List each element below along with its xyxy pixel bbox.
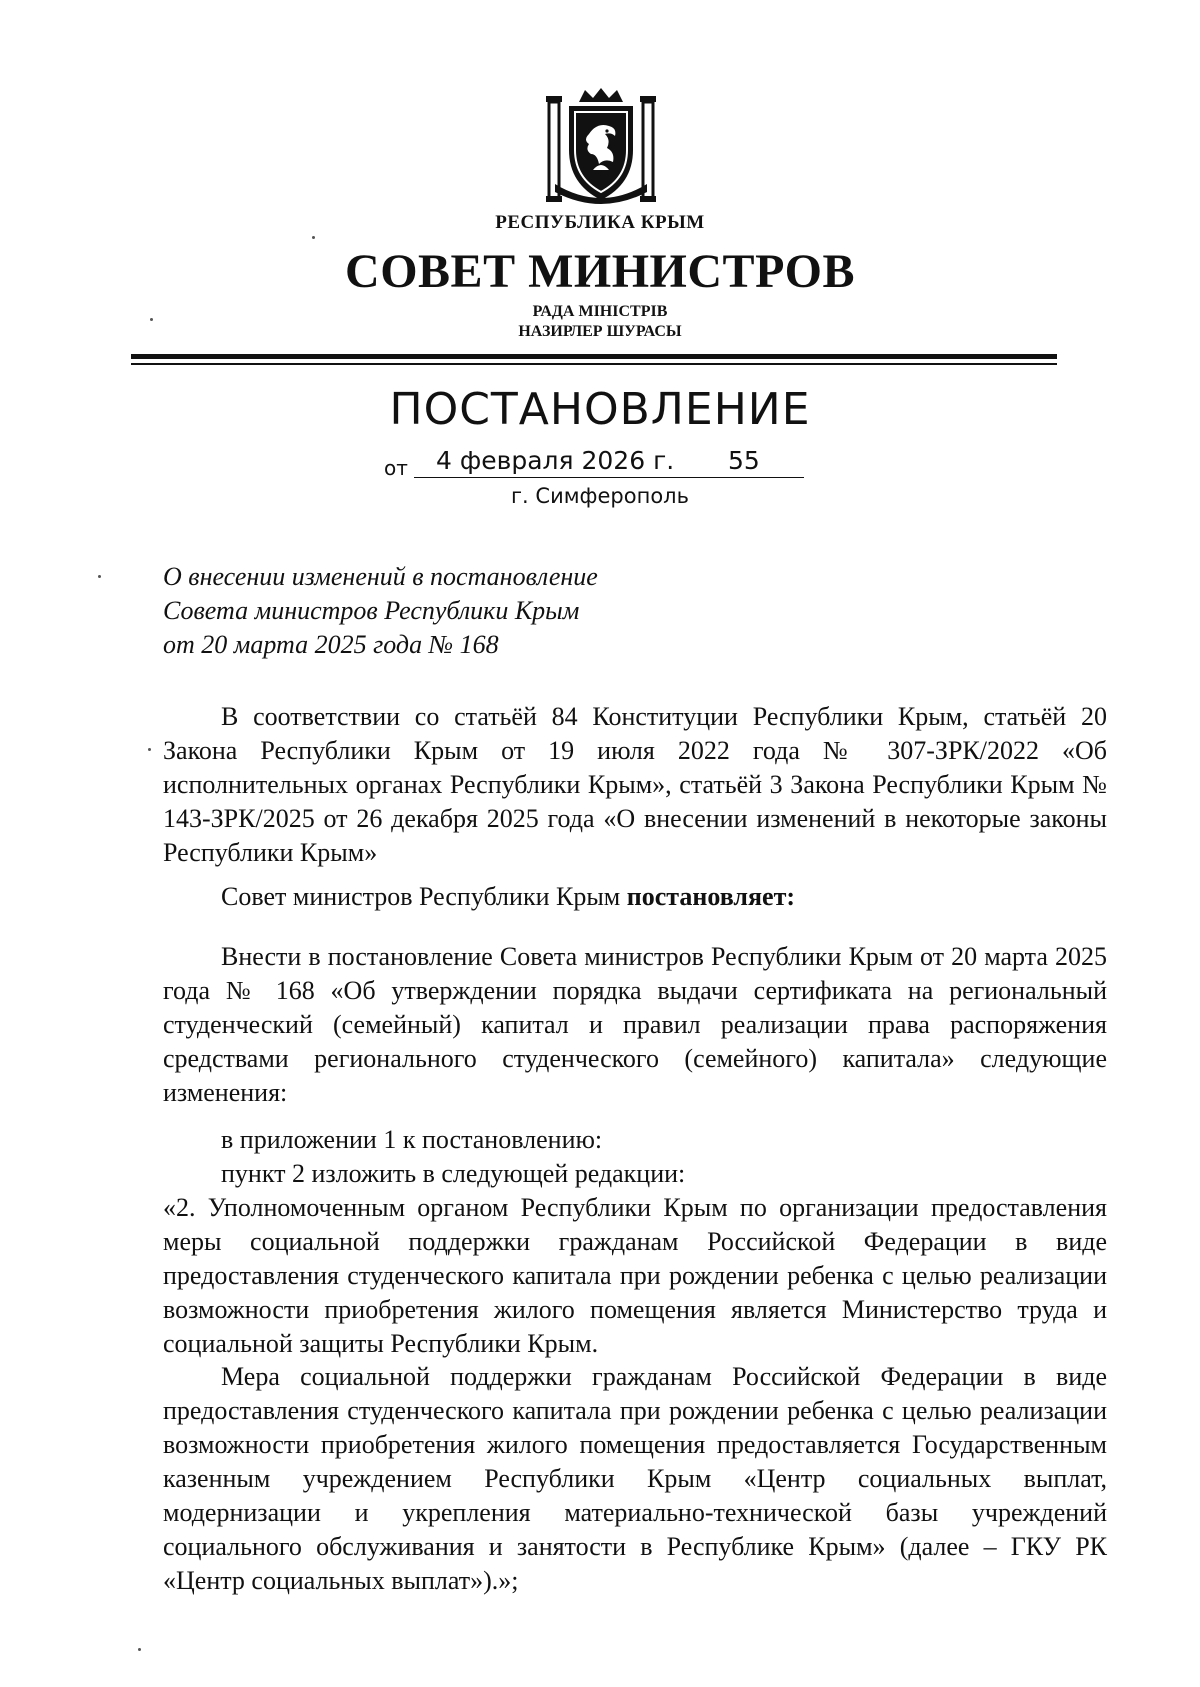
paragraph-text: в приложении 1 к постановлению: xyxy=(221,1125,603,1154)
date-prefix: от xyxy=(384,456,408,480)
document-type: ПОСТАНОВЛЕНИЕ xyxy=(389,384,811,435)
header-divider-thick xyxy=(131,354,1057,359)
subject-line: О внесении изменений в постановление xyxy=(163,562,598,591)
paragraph-text-plain: Совет министров Республики Крым xyxy=(221,882,627,911)
subject-line: от 20 марта 2025 года № 168 xyxy=(163,630,499,659)
clause-paragraph xyxy=(163,1157,1107,1191)
amendment-paragraph xyxy=(163,940,1107,1110)
appendix-paragraph xyxy=(163,1123,1107,1157)
date-number-line xyxy=(384,446,804,480)
scan-speck xyxy=(98,575,101,578)
document-city: г. Симферополь xyxy=(511,484,689,508)
council-name-ukrainian: РАДА МІНІСТРІВ xyxy=(532,303,668,320)
council-name: СОВЕТ МИНИСТРОВ xyxy=(345,245,855,298)
date-underline xyxy=(414,477,804,478)
scan-speck xyxy=(138,1648,141,1651)
scan-speck xyxy=(150,318,153,321)
clause-two-paragraph xyxy=(163,1191,1107,1361)
paragraph-text xyxy=(163,880,1107,914)
resolves-paragraph xyxy=(163,880,1107,914)
header-divider-thin xyxy=(131,363,1057,365)
paragraph-text-bold: постановляет: xyxy=(626,882,796,911)
paragraph-text: «2. Уполномоченным органом Республики Крым по организации предоставления меры социальной поддержки гражданам Российской Федерации в виде предоставления студенческого капитала при рождении ребенка с целью реализации возможности приобретения жилого помещения является Министерство труда и социальной защиты Республики Крым. xyxy=(163,1193,1107,1358)
paragraph-text: Внести в постановление Совета министров Республики Крым от 20 марта 2025 года № 168 «Об утверждении порядка выдачи сертификата на региональный студенческий (семейный) капитал и правил реализации права распоряжения средствами регионального студенческого (семейного) капитала» следующие изменения: xyxy=(163,942,1107,1107)
preamble-paragraph xyxy=(163,700,1107,870)
paragraph-text: Мера социальной поддержки гражданам Российской Федерации в виде предоставления студенческого капитала при рождении ребенка с целью реализации возможности приобретения жилого помещения предоставляется Государственным казенным учреждением Республики Крым «Центр социальных выплат, модернизации и укрепления материально-технической базы учреждений социального обслуживания и занятости в Республике Крым» (далее – ГКУ РК «Центр социальных выплат»).»; xyxy=(163,1362,1107,1595)
subject-line: Совета министров Республики Крым xyxy=(163,596,580,625)
document-subject xyxy=(163,560,598,662)
scan-speck xyxy=(148,748,151,751)
document-date: 4 февраля 2026 г. xyxy=(436,446,675,475)
paragraph-text: пункт 2 изложить в следующей редакции: xyxy=(221,1159,686,1188)
council-name-crimean-tatar: НАЗИРЛЕР ШУРАСЫ xyxy=(518,323,682,340)
paragraph-text: В соответствии со статьёй 84 Конституции Республики Крым, статьёй 20 Закона Республики Крым от 19 июля 2022 года № 307-ЗРК/2022 «Об исполнительных органах Республики Крым», статьёй 3 Закона Республики Крым № 143-ЗРК/2025 от 26 декабря 2025 года «О внесении изменений в некоторые законы Республики Крым» xyxy=(163,702,1107,867)
support-measure-paragraph xyxy=(163,1360,1107,1598)
crimea-coat-of-arms-icon xyxy=(545,88,657,206)
document-number: 55 xyxy=(728,446,760,475)
scan-speck xyxy=(312,236,315,239)
republic-name: РЕСПУБЛИКА КРЫМ xyxy=(495,212,705,233)
